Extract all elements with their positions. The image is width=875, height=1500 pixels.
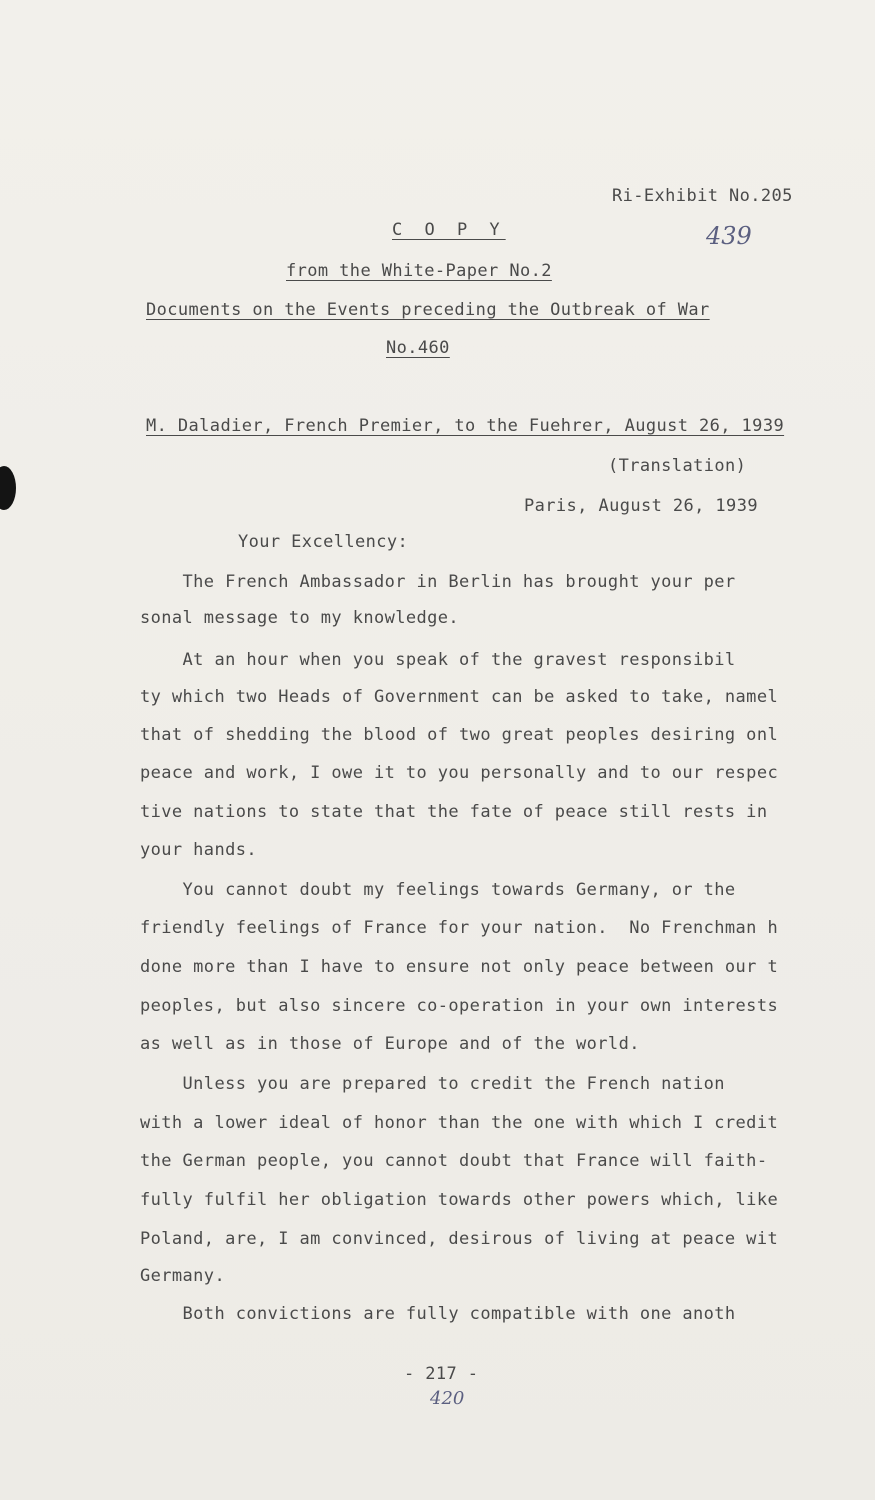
body-line: Both convictions are fully compatible with one anoth bbox=[140, 1304, 736, 1324]
body-line: tive nations to state that the fate of peace still rests in bbox=[140, 802, 768, 822]
place-date: Paris, August 26, 1939 bbox=[524, 496, 758, 516]
body-line: sonal message to my knowledge. bbox=[140, 608, 460, 628]
translation-note: (Translation) bbox=[608, 456, 747, 476]
body-line: done more than I have to ensure not only peace between our t bbox=[140, 957, 779, 977]
salutation: Your Excellency: bbox=[238, 532, 409, 552]
handwritten-page-number: 420 bbox=[430, 1388, 465, 1409]
body-line: friendly feelings of France for your nation. No Frenchman h bbox=[140, 918, 779, 938]
body-line: The French Ambassador in Berlin has brought your per bbox=[140, 572, 736, 592]
body-line: At an hour when you speak of the gravest responsibil bbox=[140, 650, 736, 670]
collection-title: Documents on the Events preceding the Outbreak of War bbox=[146, 300, 710, 320]
body-line: Unless you are prepared to credit the French nation bbox=[140, 1074, 725, 1094]
binding-hole bbox=[0, 466, 16, 510]
body-line: as well as in those of Europe and of the world. bbox=[140, 1034, 640, 1054]
source-line: from the White-Paper No.2 bbox=[286, 261, 552, 281]
body-line: Poland, are, I am convinced, desirous of living at peace wit bbox=[140, 1229, 779, 1249]
body-line: ty which two Heads of Government can be asked to take, namel bbox=[140, 687, 779, 707]
body-line: peoples, but also sincere co-operation in your own interests bbox=[140, 996, 779, 1016]
exhibit-label: Ri-Exhibit No.205 bbox=[612, 186, 793, 206]
copy-label: C O P Y bbox=[392, 220, 506, 240]
document-number: No.460 bbox=[386, 338, 450, 358]
body-line: You cannot doubt my feelings towards Germany, or the bbox=[140, 880, 736, 900]
body-line: that of shedding the blood of two great peoples desiring onl bbox=[140, 725, 779, 745]
body-line: peace and work, I owe it to you personally and to our respec bbox=[140, 763, 779, 783]
body-line: Germany. bbox=[140, 1266, 226, 1286]
letter-heading: M. Daladier, French Premier, to the Fuehrer, August 26, 1939 bbox=[146, 416, 785, 436]
body-line: with a lower ideal of honor than the one with which I credit bbox=[140, 1113, 779, 1133]
body-line: the German people, you cannot doubt that France will faith- bbox=[140, 1151, 768, 1171]
body-line: your hands. bbox=[140, 840, 257, 860]
handwritten-number: 439 bbox=[706, 222, 752, 250]
page-number: - 217 - bbox=[404, 1364, 479, 1384]
body-line: fully fulfil her obligation towards other powers which, like bbox=[140, 1190, 779, 1210]
